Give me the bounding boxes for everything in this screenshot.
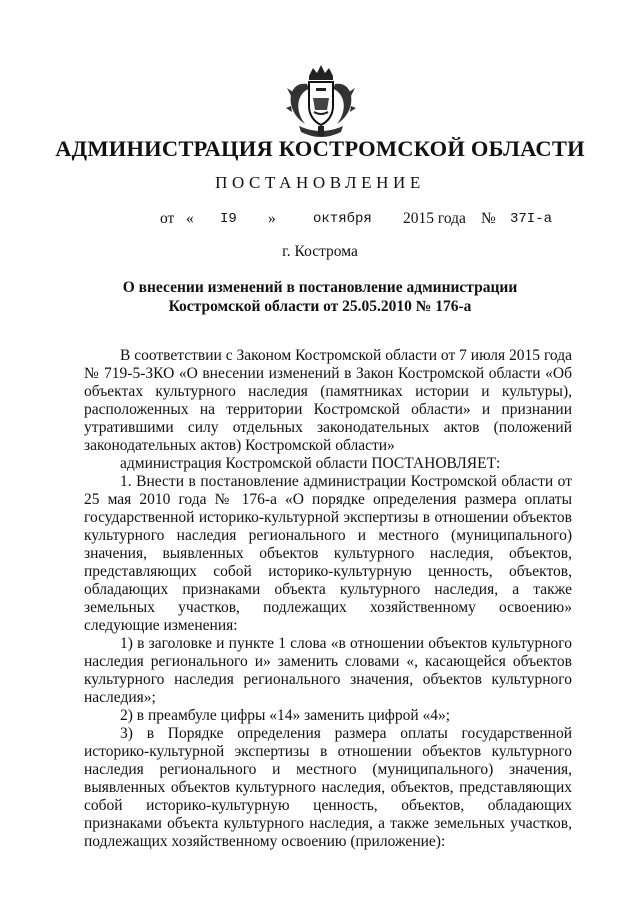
date-year: 2015 года: [403, 210, 466, 227]
date-day: I9: [220, 211, 237, 227]
body-paragraph-2: администрация Костромской области ПОСТАНОВЛЯЕТ:: [120, 455, 501, 472]
body-paragraph-4: 1) в заголовке и пункте 1 слова «в отношении объектов культурного наследия регионального и» заменить словами «, касающейся объектов культурного наследия регионального значения, объектов культурного наследия»;: [84, 635, 572, 706]
body-paragraph-1: В соответствии с Законом Костромской области от 7 июля 2015 года № 719-5-ЗКО «О внесении изменений в Закон Костромской области «Об объектах культурного наследия (памятниках истории и культуры), расположенных на территории Костромской области» и признании утратившими силу отдельных законодательных актов (положений законодательных актов) Костромской области»: [84, 347, 572, 454]
body-paragraph-6: 3) в Порядке определения размера оплаты государственной историко-культурной экспертизы в отношении объектов культурного наследия регионального и местного (муниципального) значения, выявленных объектов культурного наследия, объектов, представляющих собой историко-культурную ценность, объектов, обладающих признаками объекта культурного наследия, а также земельных участков, подлежащих хозяйственному освоению (приложение):: [84, 725, 572, 850]
decree-dateline: [0, 210, 640, 232]
coat-of-arms-icon: [285, 62, 357, 142]
body-paragraph-5: 2) в преамбуле цифры «14» заменить цифрой «4»;: [120, 707, 451, 724]
subject-line-2: Костромской области от 25.05.2010 № 176-а: [168, 298, 472, 315]
body-paragraph-3: 1. Внести в постановление администрации Костромской области от 25 мая 2010 года № 176-а «О порядке определения размера оплаты государственной историко-культурной экспертизы в отношении объектов культурного наследия регионального и местного (муниципального) значения, выявленных объектов культурного наследия, объектов, представляющих собой историко-культурную ценность, объектов, обладающих признаками объекта культурного наследия, а также земельных участков, подлежащих хозяйственному освоению» следующие изменения:: [84, 473, 572, 634]
city-line: г. Кострома: [282, 243, 358, 260]
subject-line-1: О внесении изменений в постановление администрации: [122, 279, 518, 296]
decree-subject: [0, 278, 640, 316]
date-from-label: от: [160, 210, 175, 227]
date-quote-open: «: [186, 210, 194, 227]
decree-number: 37I-а: [510, 211, 553, 227]
organization-title: АДМИНИСТРАЦИЯ КОСТРОМСКОЙ ОБЛАСТИ: [55, 136, 585, 161]
document-type: ПОСТАНОВЛЕНИЕ: [215, 173, 425, 192]
number-sign: №: [481, 210, 496, 227]
date-month: октября: [313, 211, 372, 227]
decree-body: [84, 347, 572, 851]
date-quote-close: »: [268, 210, 276, 227]
